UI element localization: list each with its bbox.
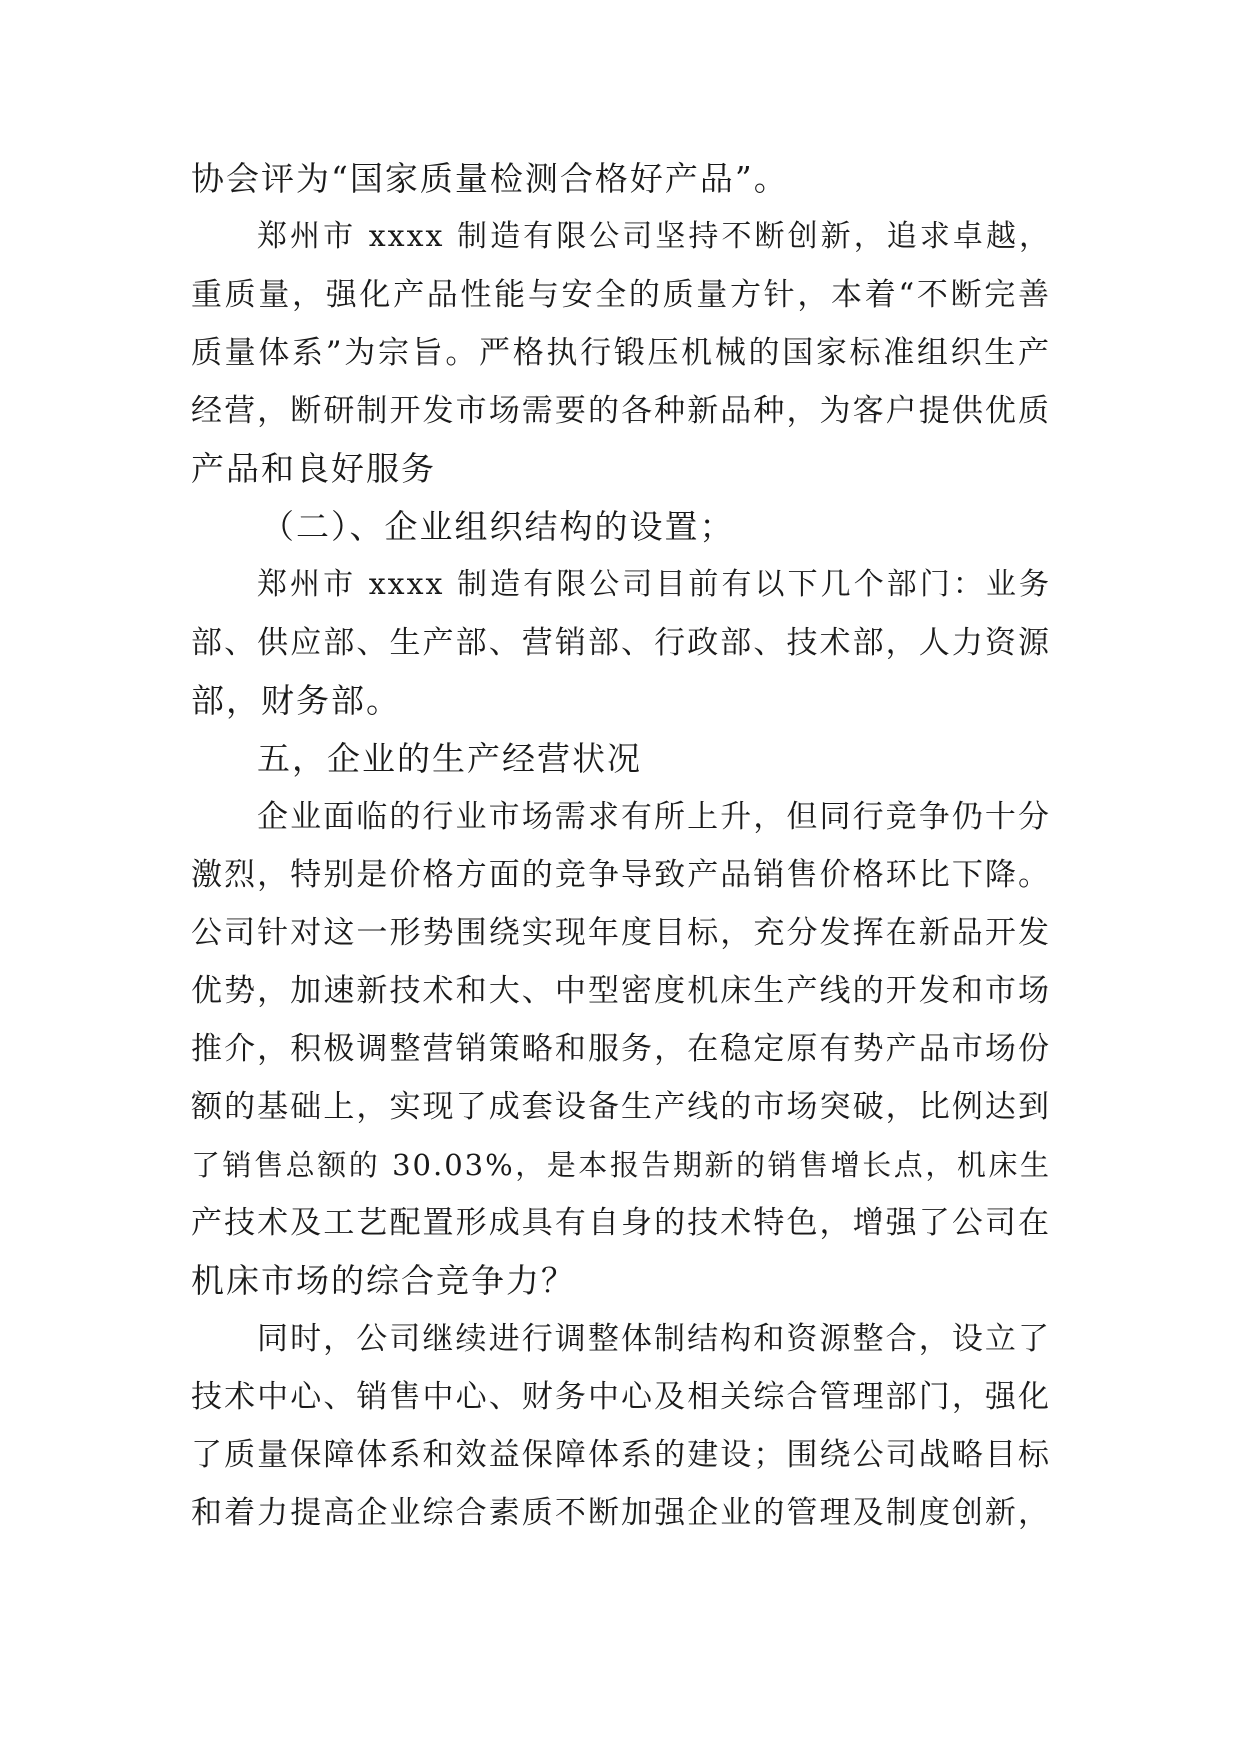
text-line: 优势，加速新技术和大、中型密度机床生产线的开发和市场 [191, 973, 1051, 1009]
text-line: 产品和良好服务 [191, 449, 436, 488]
section-heading: （二）、企业组织结构的设置； [261, 507, 735, 546]
text-line: 协会评为“国家质量检测合格好产品”。 [191, 159, 789, 198]
text-line: 和着力提高企业综合素质不断加强企业的管理及制度创新， [191, 1495, 1051, 1531]
text-line: 推介，积极调整营销策略和服务，在稳定原有势产品市场份 [191, 1031, 1051, 1067]
text-line: 产技术及工艺配置形成具有自身的技术特色，增强了公司在 [191, 1205, 1051, 1241]
section-heading: 五，企业的生产经营状况 [257, 739, 642, 778]
text-line: 了销售总额的 30.03%，是本报告期新的销售增长点，机床生 [191, 1148, 1051, 1182]
text-line: 质量体系”为宗旨。严格执行锻压机械的国家标准组织生产 [191, 335, 1051, 371]
paragraph-start-line: 同时，公司继续进行调整体制结构和资源整合，设立了 [257, 1321, 1051, 1357]
paragraph-start-line: 郑州市 xxxx 制造有限公司坚持不断创新，追求卓越， [257, 219, 1051, 254]
text-line: 了质量保障体系和效益保障体系的建设；围绕公司战略目标 [191, 1437, 1051, 1473]
text-line: 机床市场的综合竞争力？ [191, 1261, 576, 1300]
text-line: 部、供应部、生产部、营销部、行政部、技术部，人力资源 [191, 625, 1051, 661]
text-line: 重质量，强化产品性能与安全的质量方针，本着“不断完善 [191, 277, 1051, 313]
text-line: 额的基础上，实现了成套设备生产线的市场突破，比例达到 [191, 1089, 1051, 1125]
text-line: 公司针对这一形势围绕实现年度目标，充分发挥在新品开发 [191, 915, 1051, 951]
text-line: 部，财务部。 [191, 681, 401, 720]
text-line: 经营，断研制开发市场需要的各种新品种，为客户提供优质 [191, 393, 1051, 429]
paragraph-start-line: 郑州市 xxxx 制造有限公司目前有以下几个部门：业务 [257, 567, 1051, 602]
document-body [191, 150, 1051, 1542]
paragraph-start-line: 企业面临的行业市场需求有所上升，但同行竞争仍十分 [257, 799, 1051, 835]
text-line: 技术中心、销售中心、财务中心及相关综合管理部门，强化 [191, 1379, 1051, 1415]
text-line: 激烈，特别是价格方面的竞争导致产品销售价格环比下降。 [191, 857, 1051, 893]
